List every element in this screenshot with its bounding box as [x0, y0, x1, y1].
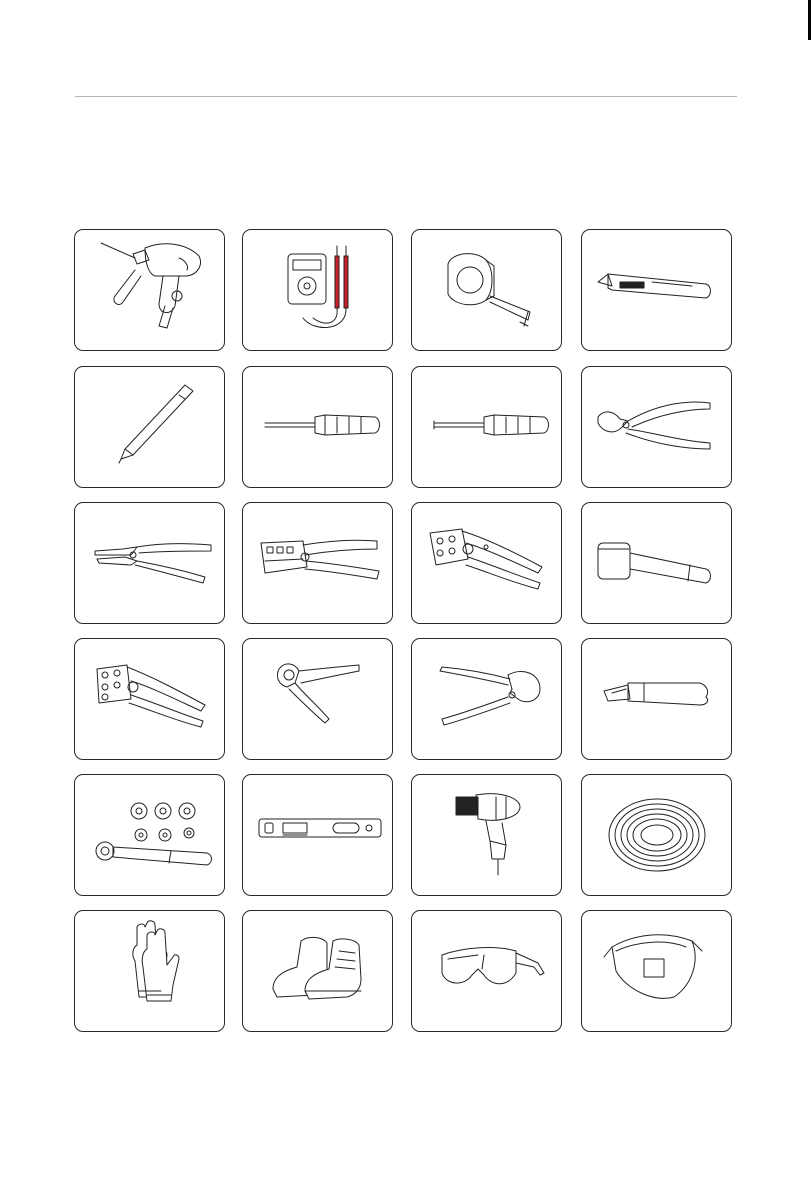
flat-screwdriver-icon — [412, 367, 563, 489]
spirit-level-icon — [243, 775, 394, 897]
safety-goggles-icon — [412, 911, 563, 1033]
pv-crimping-tool-icon — [75, 639, 226, 761]
tool-card-pv-crimping-tool — [74, 638, 225, 760]
diagonal-pliers-icon — [582, 367, 733, 489]
cable-cutter-icon — [412, 639, 563, 761]
tool-card-diagonal-pliers — [581, 366, 732, 488]
marker-pen-icon — [75, 367, 226, 489]
rj45-crimping-tool-icon — [243, 503, 394, 625]
safety-boots-icon — [243, 911, 394, 1033]
tool-card-marker-pen — [74, 366, 225, 488]
wire-stripper-icon — [75, 503, 226, 625]
tool-card-safety-boots — [242, 910, 393, 1032]
pv-connector-wrench-icon — [243, 639, 394, 761]
tool-card-rubber-mallet — [581, 502, 732, 624]
heat-shrink-tubing-icon — [582, 775, 733, 897]
utility-knife-icon — [582, 230, 733, 352]
tool-card-wire-stripper — [74, 502, 225, 624]
tool-card-heat-shrink-tubing — [581, 774, 732, 896]
hammer-drill-icon — [75, 230, 226, 352]
tool-card-flat-screwdriver — [411, 366, 562, 488]
tool-card-rj45-crimping-tool — [242, 502, 393, 624]
tool-card-safety-goggles — [411, 910, 562, 1032]
heat-gun-icon — [412, 775, 563, 897]
tape-measure-icon — [412, 230, 563, 352]
tool-card-insulated-gloves — [74, 910, 225, 1032]
terminal-crimping-tool-icon — [412, 503, 563, 625]
tool-card-cable-knife — [581, 638, 732, 760]
tool-card-multimeter — [242, 229, 393, 351]
tool-card-utility-knife — [581, 229, 732, 351]
tool-card-hammer-drill — [74, 229, 225, 351]
tool-card-socket-wrench-set — [74, 774, 225, 896]
tool-card-phillips-screwdriver — [242, 366, 393, 488]
cable-knife-icon — [582, 639, 733, 761]
tool-card-tape-measure — [411, 229, 562, 351]
tool-card-heat-gun — [411, 774, 562, 896]
tool-card-cable-cutter — [411, 638, 562, 760]
phillips-screwdriver-icon — [243, 367, 394, 489]
tool-card-spirit-level — [242, 774, 393, 896]
rubber-mallet-icon — [582, 503, 733, 625]
tool-card-dust-mask — [581, 910, 732, 1032]
socket-wrench-set-icon — [75, 775, 226, 897]
dust-mask-icon — [582, 911, 733, 1033]
tool-card-terminal-crimping-tool — [411, 502, 562, 624]
multimeter-icon — [243, 230, 394, 352]
insulated-gloves-icon — [75, 911, 226, 1033]
tool-card-pv-connector-wrench — [242, 638, 393, 760]
